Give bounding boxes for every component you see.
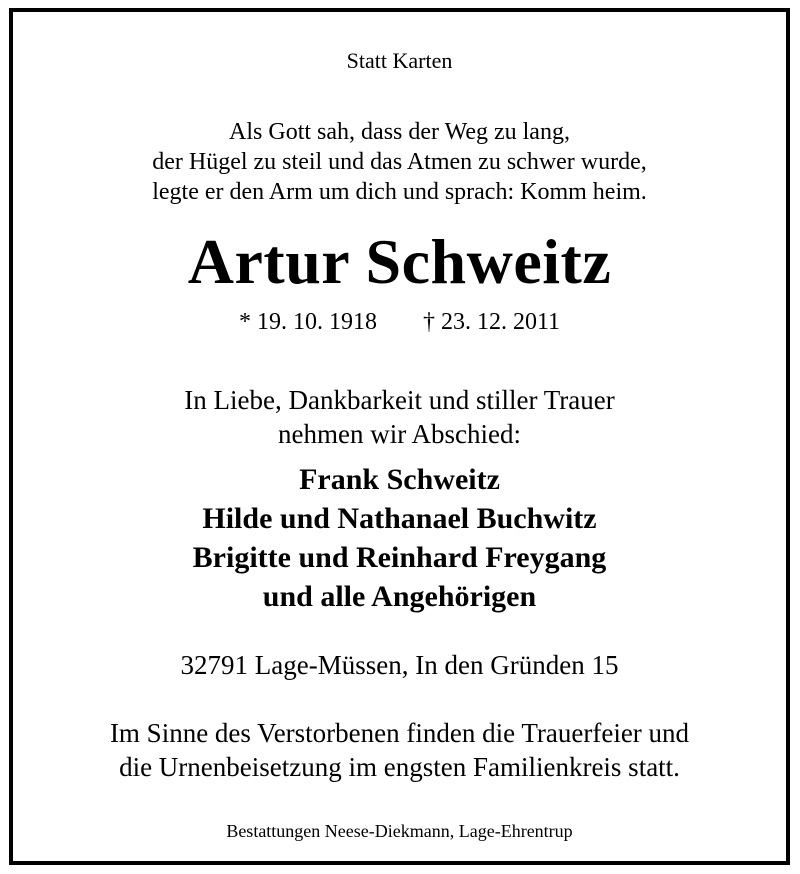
- verse-line: Als Gott sah, dass der Weg zu lang,: [229, 119, 570, 145]
- verse-line: der Hügel zu steil und das Atmen zu schwer wurde,: [152, 149, 647, 175]
- death-date: † 23. 12. 2011: [422, 309, 561, 335]
- life-dates: [13, 310, 786, 334]
- deceased-name: Artur Schweitz: [187, 226, 612, 297]
- farewell-line: In Liebe, Dankbarkeit und stiller Trauer: [184, 385, 615, 415]
- family-address: 32791 Lage-Müssen, In den Gründen 15: [180, 650, 619, 680]
- verse-line: legte er den Arm um dich und sprach: Komm heim.: [152, 179, 647, 205]
- ceremony-notice-line: Im Sinne des Verstorbenen finden die Trauerfeier und: [109, 718, 690, 748]
- mourner-name: Frank Schweitz: [299, 463, 500, 496]
- undertaker-credit: Bestattungen Neese-Diekmann, Lage-Ehrentrup: [226, 821, 573, 841]
- notice-header: Statt Karten: [346, 48, 453, 73]
- ceremony-notice-line: die Urnenbeisetzung im engsten Familienkreis statt.: [119, 752, 680, 782]
- mourner-name: Hilde und Nathanael Buchwitz: [202, 502, 597, 535]
- birth-date: * 19. 10. 1918: [238, 309, 377, 335]
- mourner-name: Brigitte und Reinhard Freygang: [192, 541, 607, 574]
- mourner-name: und alle Angehörigen: [262, 580, 537, 613]
- obituary-notice: [9, 8, 790, 865]
- farewell-line: nehmen wir Abschied:: [278, 419, 521, 449]
